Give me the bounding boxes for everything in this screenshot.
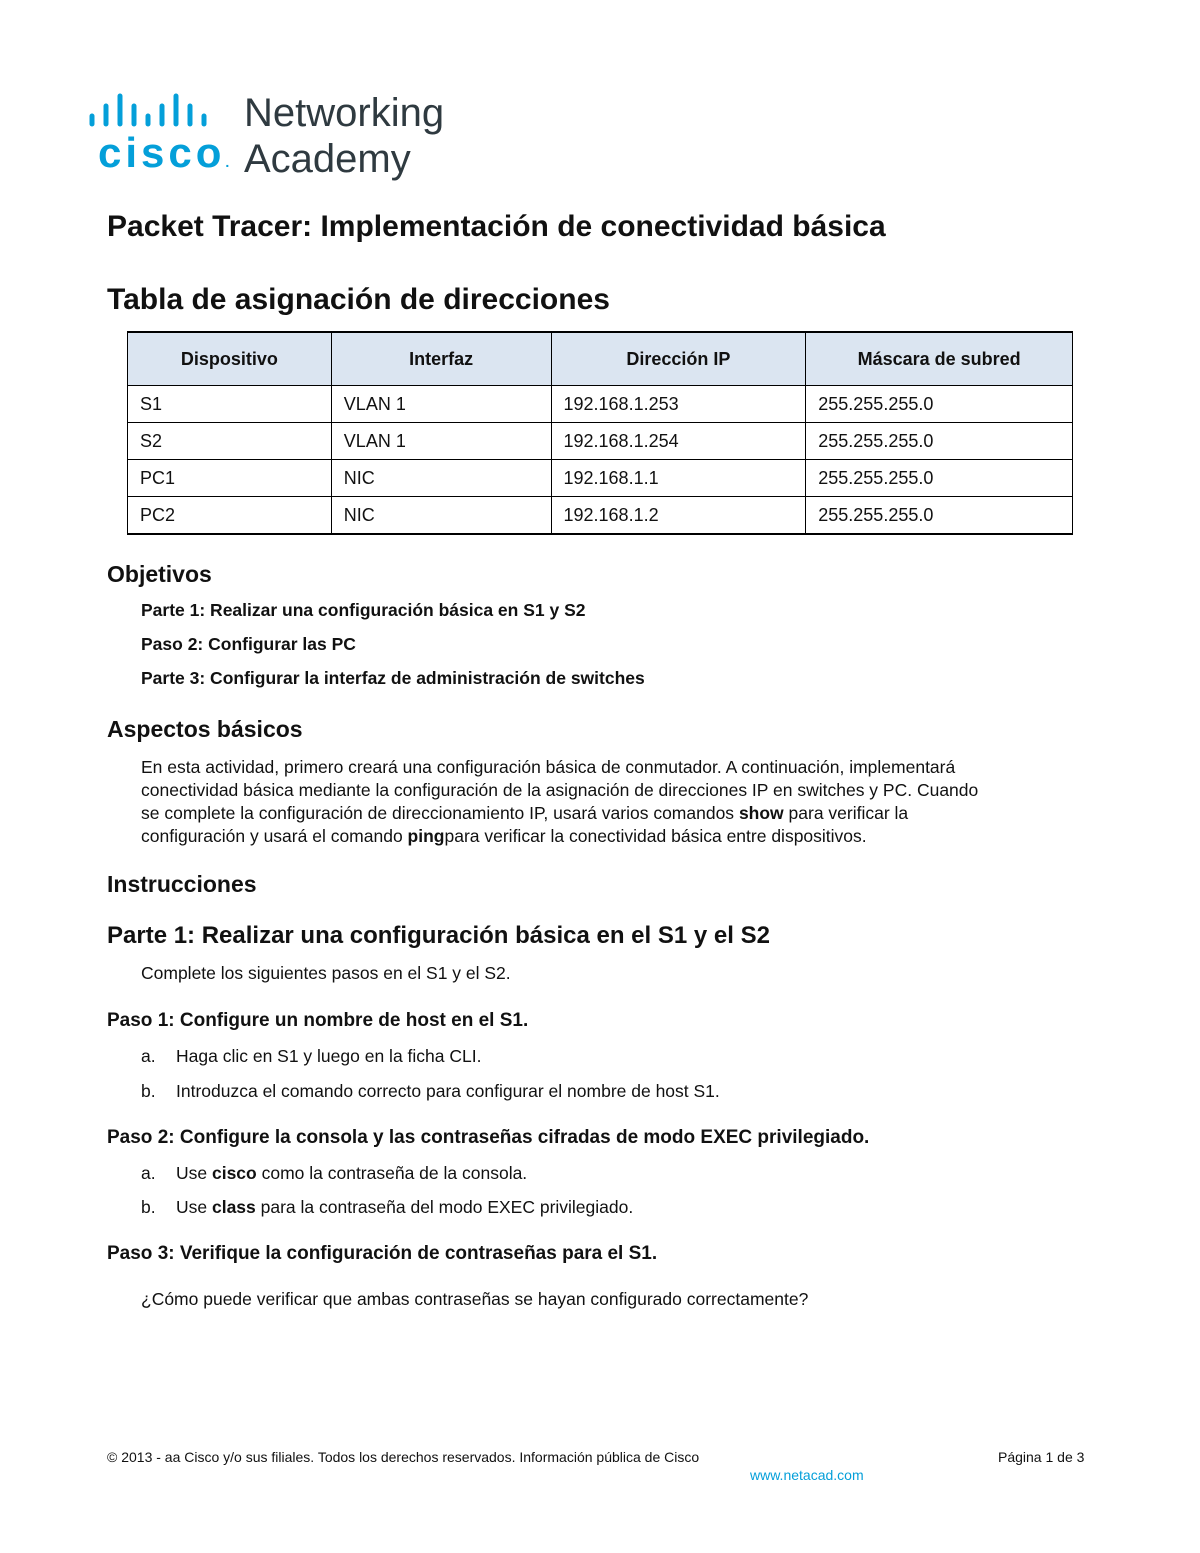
table-row (128, 497, 1073, 535)
table-cell: VLAN 1 (331, 423, 551, 460)
table-cell: 192.168.1.2 (551, 497, 806, 535)
paragraph-line: conectividad básica mediante la configuración de la asignación de direcciones IP en switches y PC. Cuando (141, 780, 979, 800)
table-cell: NIC (331, 497, 551, 535)
cisco-bars-icon (88, 92, 218, 132)
paragraph-line: En esta actividad, primero creará una configuración básica de conmutador. A continuación, implementará (141, 757, 956, 777)
table-cell: 255.255.255.0 (806, 460, 1073, 497)
table-row (128, 386, 1073, 423)
list-item: a. Use cisco como la contraseña de la consola. (141, 1163, 528, 1183)
table-cell: PC1 (128, 460, 332, 497)
part1-intro: Complete los siguientes pasos en el S1 y el S2. (141, 963, 511, 983)
part1-heading: Parte 1: Realizar una configuración básica en el S1 y el S2 (107, 922, 770, 949)
background-paragraph (141, 756, 1091, 848)
list-item: b. Introduzca el comando correcto para configurar el nombre de host S1. (141, 1081, 720, 1101)
list-item: a. Haga clic en S1 y luego en la ficha CLI. (141, 1046, 482, 1066)
column-header: Dirección IP (551, 332, 806, 386)
cisco-networking-academy-logo (88, 88, 468, 181)
table-cell: 255.255.255.0 (806, 423, 1073, 460)
table-cell: NIC (331, 460, 551, 497)
table-row (128, 423, 1073, 460)
ping-command: ping (407, 826, 445, 846)
product-line-1: Networking (244, 91, 445, 135)
list-item: b. Use class para la contraseña del modo EXEC privilegiado. (141, 1197, 634, 1217)
paragraph-line: configuración y usará el comando pingpara verificar la conectividad básica entre dispositivos. (141, 826, 867, 846)
objectives-heading: Objetivos (107, 561, 212, 587)
addressing-table (127, 331, 1073, 535)
table-cell: 255.255.255.0 (806, 386, 1073, 423)
table-cell: S1 (128, 386, 332, 423)
background-heading: Aspectos básicos (107, 716, 303, 742)
step2-heading: Paso 2: Configure la consola y las contraseñas cifradas de modo EXEC privilegiado. (107, 1127, 870, 1148)
instructions-heading: Instrucciones (107, 871, 257, 897)
table-cell: PC2 (128, 497, 332, 535)
step3-question: ¿Cómo puede verificar que ambas contraseñas se hayan configurado correctamente? (141, 1289, 809, 1309)
footer-link[interactable]: www.netacad.com (750, 1467, 864, 1483)
table-row (128, 460, 1073, 497)
column-header: Interfaz (331, 332, 551, 386)
table-header-row (128, 332, 1073, 386)
table-cell: 255.255.255.0 (806, 497, 1073, 535)
footer-page-number: Página 1 de 3 (998, 1449, 1085, 1465)
table-cell: 192.168.1.253 (551, 386, 806, 423)
document-title: Packet Tracer: Implementación de conectividad básica (107, 210, 886, 243)
show-command: show (738, 803, 784, 823)
step3-heading: Paso 3: Verifique la configuración de contraseñas para el S1. (107, 1243, 658, 1264)
footer-copyright: © 2013 - aa Cisco y/o sus filiales. Todos los derechos reservados. Información pública de Cisco (107, 1449, 700, 1465)
addressing-table-heading: Tabla de asignación de direcciones (107, 283, 610, 316)
objective-item: Parte 1: Realizar una configuración básica en S1 y S2 (141, 600, 586, 620)
column-header: Dispositivo (128, 332, 332, 386)
step1-heading: Paso 1: Configure un nombre de host en el S1. (107, 1010, 529, 1031)
paragraph-line: se complete la configuración de direccionamiento IP, usará varios comandos show para verificar la (141, 803, 909, 823)
table-cell: S2 (128, 423, 332, 460)
product-line-2: Academy (244, 137, 411, 181)
table-cell: 192.168.1.1 (551, 460, 806, 497)
table-cell: 192.168.1.254 (551, 423, 806, 460)
objective-item: Parte 3: Configurar la interfaz de administración de switches (141, 668, 645, 688)
column-header: Máscara de subred (806, 332, 1073, 386)
product-name (244, 90, 444, 182)
table-cell: VLAN 1 (331, 386, 551, 423)
objective-item: Paso 2: Configurar las PC (141, 634, 356, 654)
cisco-wordmark: cisco. (98, 129, 234, 176)
